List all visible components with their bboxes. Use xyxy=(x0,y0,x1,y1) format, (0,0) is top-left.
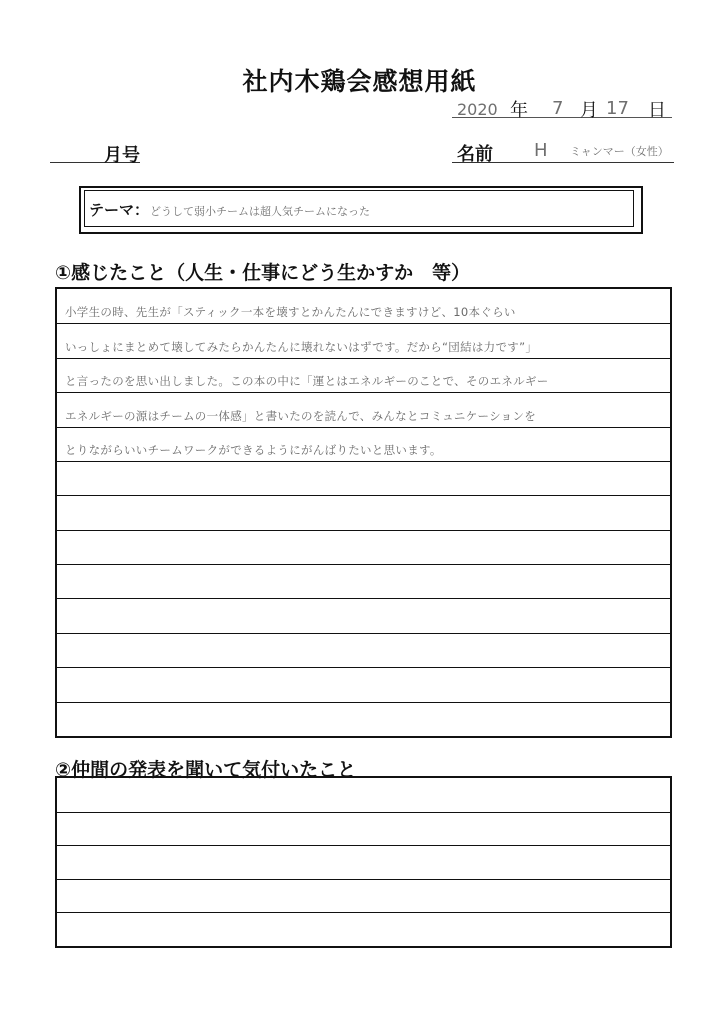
date-year-label: 年 xyxy=(510,100,528,121)
ruled-line xyxy=(57,461,670,496)
ruled-line xyxy=(57,812,670,847)
theme-value: どうして弱小チームは超人気チームになった xyxy=(150,205,370,218)
name-note: ミャンマー（女性） xyxy=(570,145,669,158)
date-year-value: 2020 xyxy=(457,100,498,119)
name-value: H xyxy=(534,140,548,161)
ruled-line xyxy=(57,879,670,914)
ruled-line xyxy=(57,392,670,427)
name-label: 名前 xyxy=(457,144,493,165)
handwritten-line: と言ったのを思い出しました。この本の中に「運とはエネルギーのことで、そのエネルギー xyxy=(65,374,549,389)
handwritten-line: エネルギーの源はチームの一体感」と書いたのを読んで、みんなとコミュニケーションを xyxy=(65,408,537,423)
handwritten-line: 小学生の時、先生が「スティック一本を壊すとかんたんにできますけど、10本ぐらい xyxy=(65,305,516,320)
section2-writing-box xyxy=(55,776,672,948)
date-month-label: 月 xyxy=(580,100,598,121)
ruled-line xyxy=(57,778,670,813)
issue-label: 月号 xyxy=(104,145,140,166)
ruled-line xyxy=(57,495,670,530)
ruled-line xyxy=(57,289,670,324)
date-month-value: 7 xyxy=(552,98,564,119)
theme-label: テーマ： xyxy=(89,201,150,219)
date-day-value: 17 xyxy=(606,98,629,119)
section1-title: ①感じたこと（人生・仕事にどう生かすか 等） xyxy=(55,262,471,284)
ruled-line xyxy=(57,427,670,462)
section1-writing-box xyxy=(55,287,672,738)
date-day-label: 日 xyxy=(648,100,666,121)
section2-title: ②仲間の発表を聞いて気付いたこと xyxy=(55,759,357,781)
ruled-line xyxy=(57,667,670,702)
ruled-line xyxy=(57,358,670,393)
ruled-line xyxy=(57,323,670,358)
handwritten-line: いっしょにまとめて壊してみたらかんたんに壊れないはずです。だから“団結は力です”」 xyxy=(65,339,538,354)
ruled-line xyxy=(57,564,670,599)
ruled-line xyxy=(57,912,670,946)
handwritten-line: とりながらいいチームワークができるようにがんばりたいと思います。 xyxy=(65,442,442,457)
ruled-line xyxy=(57,598,670,633)
ruled-line xyxy=(57,530,670,565)
ruled-line xyxy=(57,633,670,668)
page-title: 社内木鶏会感想用紙 xyxy=(242,67,477,96)
ruled-line xyxy=(57,702,670,736)
ruled-line xyxy=(57,845,670,880)
